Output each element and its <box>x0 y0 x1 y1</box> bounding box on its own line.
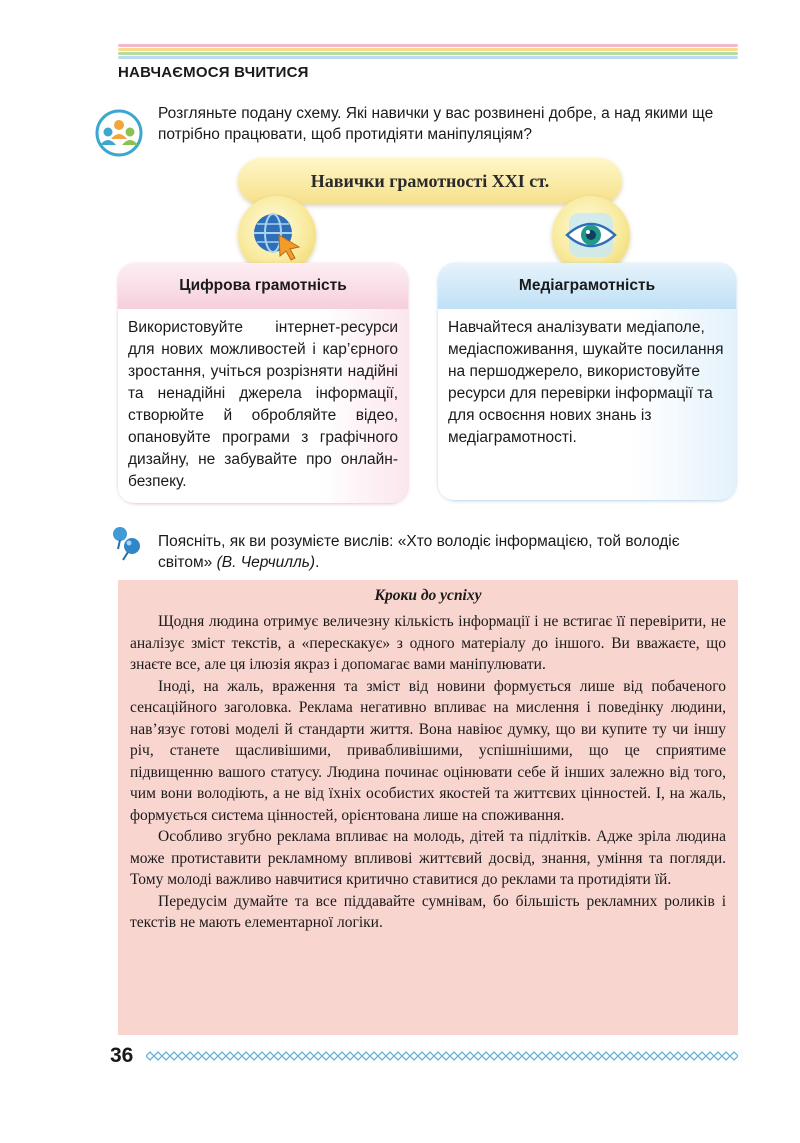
quote-task-text: Поясніть, як ви розумієте вислів: «Хто володіє інформацією, той володіє світом» <box>158 533 680 571</box>
card-media-title: Медіаграмотність <box>438 263 736 309</box>
quote-task-end: . <box>315 554 320 571</box>
steps-to-success-box <box>118 580 738 1035</box>
card-media-literacy <box>438 263 736 500</box>
steps-paragraph: Особливо згубно реклама впливає на молодь, дітей та підлітків. Адже зріла людина може протиставити рекламному впливові життєвий досвід, знання, уміння та погляди. Тому молоді важливо навчитися критично ставитися до реклами та протидіяти їй. <box>130 828 726 888</box>
skills-banner: Навички грамотності XXI ст. <box>238 158 622 204</box>
quote-author: (В. Черчилль) <box>216 554 316 571</box>
header-stripes <box>118 44 738 62</box>
card-media-body: Навчайтеся аналізувати медіаполе, медіаспоживання, шукайте посилання на першоджерело, використовуйте ресурси для перевірки інформації та для освоєння нових знань із медіаграмотності. <box>438 309 736 500</box>
task-question: Розгляньте подану схему. Які навички у вас розвинені добре, а над якими ще потрібно працювати, щоб протидіяти маніпуляціям? <box>158 105 714 143</box>
pushpin-icon <box>108 524 146 562</box>
steps-paragraph: Щодня людина отримує величезну кількість інформації і не встигає її перевірити, не аналізує зміст текстів, а «перескакує» з одного матеріалу до іншого. Ви вважаєте, що знаєте все, але ця ілюзія якраз і допомагає вами маніпулювати. <box>130 613 726 673</box>
group-people-icon <box>94 108 144 158</box>
page-decor-line <box>146 1051 738 1061</box>
steps-paragraph: Передусім думайте та все піддавайте сумнівам, бо більшість рекламних роликів і текстів не мають елементарної логіки. <box>130 892 726 931</box>
steps-paragraph: Іноді, на жаль, враження та зміст від новини формується лише від побаченого сенсаційного заголовка. Реклама негативно впливає на мислення і поведінку людини, нав’язує готові моделі й стандарти життя. Вона навіює думку, що ви купите ту чи іншу річ, станете щасливішими, привабливішими, успішнішими, що це сприятиме підвищенню вашого статусу. Людина починає оцінювати себе й інших залежно від того, чим вони володіють, а не від їхніх особистих якостей та життєвих цінностей. І, на жаль, формується система цінностей, орієнтована лише на споживання. <box>130 677 726 824</box>
steps-title: Кроки до успіху <box>374 587 482 604</box>
card-digital-body: Використовуйте інтернет-ресурси для нових можливостей і кар’єрного зростання, учіться розрізняти надійні та ненадійні джерела інформації, створюйте й обробляйте відео, опановуйте програми з графічного дизайну, не забувайте про онлайн-безпеку. <box>118 309 408 503</box>
page-number: 36 <box>110 1044 134 1067</box>
card-digital-title: Цифрова грамотність <box>118 263 408 309</box>
steps-text <box>118 605 738 934</box>
quote-task <box>158 531 738 573</box>
card-digital-literacy <box>118 263 408 503</box>
section-title: НАВЧАЄМОСЯ ВЧИТИСЯ <box>118 64 309 81</box>
